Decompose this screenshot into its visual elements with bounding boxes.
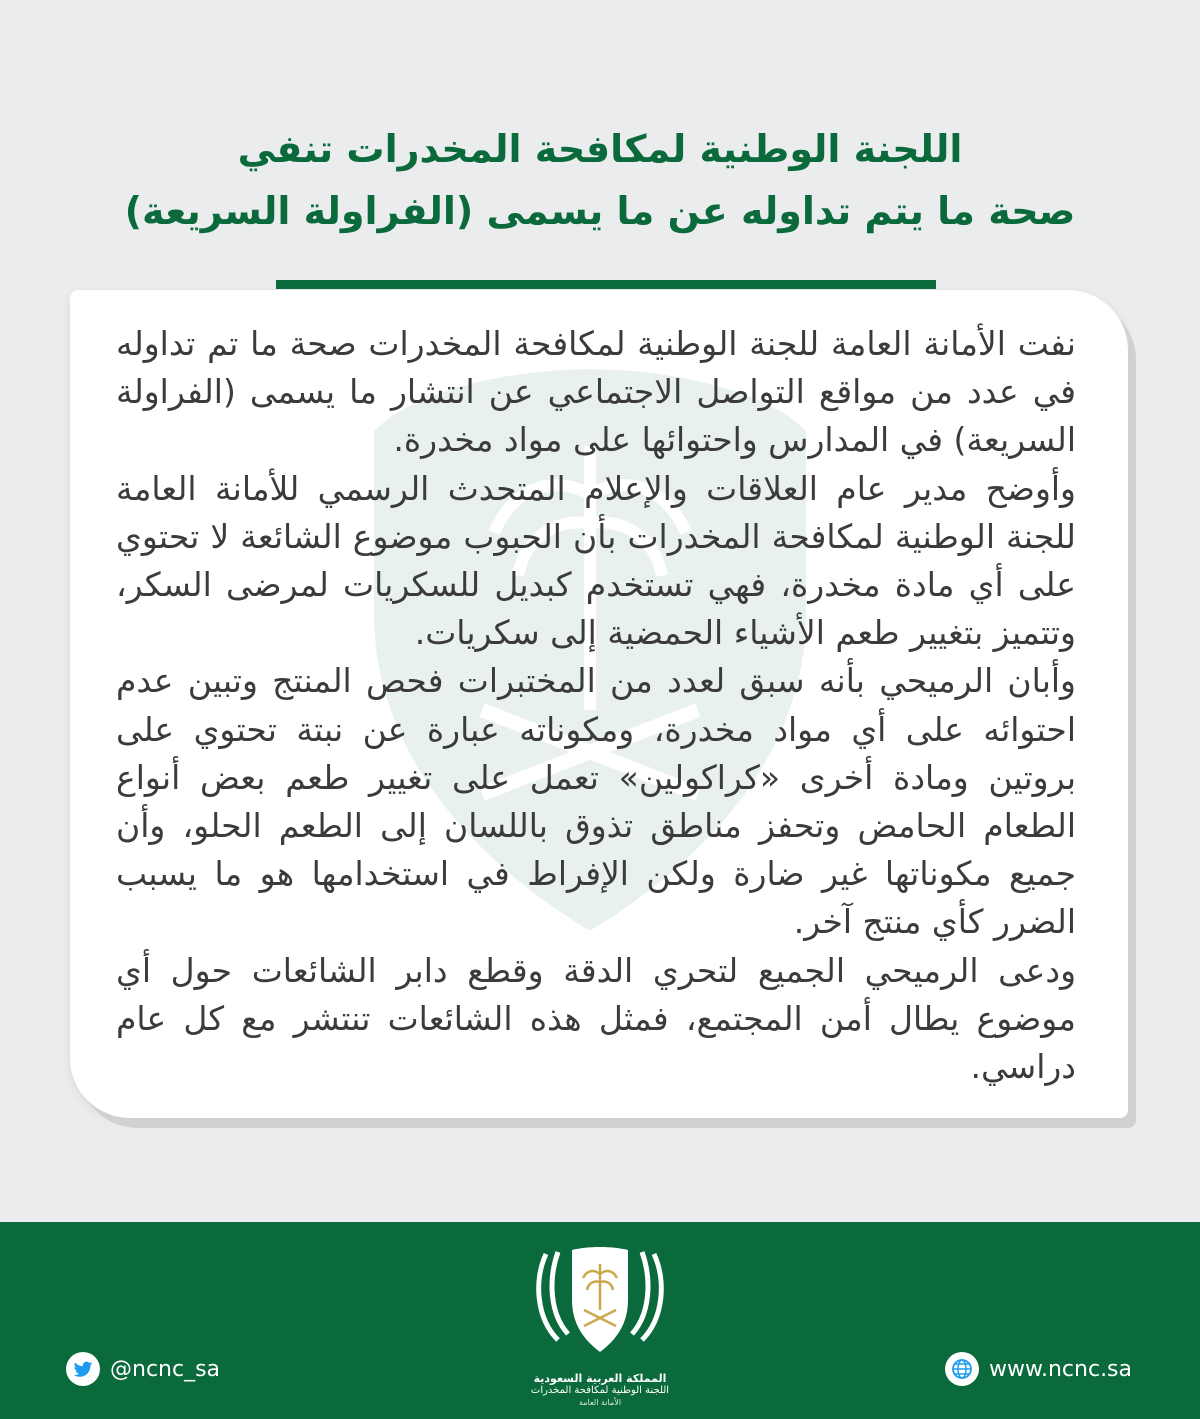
card-accent-bar	[276, 280, 936, 289]
paragraph-2: وأوضح مدير عام العلاقات والإعلام المتحدث الرسمي للأمانة العامة للجنة الوطنية لمكافحة المخدرات بأن الحبوب موضوع الشائعة لا تحتوي على أي مادة مخدرة، فهي تستخدم كبديل للسكريات لمرضى السكر، وتتميز بتغيير طعم الأشياء الحمضية إلى سكريات.	[116, 468, 1076, 653]
document-title	[120, 118, 1080, 242]
paragraph-4: ودعى الرميحي الجميع لتحري الدقة وقطع دابر الشائعات حول أي موضوع يطال أمن المجتمع، فمثل هذه الشائعات تنتشر مع كل عام دراسي.	[116, 950, 1076, 1087]
title-line-2: صحة ما يتم تداوله عن ما يسمى (الفراولة السريعة)	[124, 189, 1076, 233]
twitter-handle: @ncnc_sa	[110, 1356, 221, 1382]
paragraph-3: وأبان الرميحي بأنه سبق لعدد من المختبرات فحص المنتج وتبين عدم احتوائه على أي مواد مخدرة، ومكوناته عبارة عن نبتة تحتوي على بروتين ومادة أخرى «كراكولين» تعمل على تغيير طعم بعض أنواع الطعام الحامض وتحفز مناطق تذوق باللسان إلى الطعم الحلو، وأن جميع مكوناتها غير ضارة ولكن الإفراط في استخدامها هو ما يسبب الضرر كأي منتج آخر.	[116, 661, 1076, 942]
statement-body	[116, 320, 1076, 1091]
org-line-2: اللجنة الوطنية لمكافحة المخدرات	[530, 1385, 670, 1396]
website-link[interactable]	[945, 1352, 1132, 1386]
globe-icon	[945, 1352, 979, 1386]
twitter-icon	[66, 1352, 100, 1386]
title-line-1: اللجنة الوطنية لمكافحة المخدرات تنفي	[237, 127, 963, 171]
website-url: www.ncnc.sa	[989, 1356, 1132, 1382]
org-line-1: المملكة العربية السعودية	[533, 1372, 667, 1385]
paragraph-1: نفت الأمانة العامة للجنة الوطنية لمكافحة المخدرات صحة ما تم تداوله في عدد من مواقع التواصل الاجتماعي عن انتشار ما يسمى (الفراولة السريعة) في المدارس واحتوائها على مواد مخدرة.	[116, 324, 1076, 460]
org-line-3: الأمانة العامة	[578, 1398, 622, 1407]
organization-name	[480, 1373, 720, 1409]
ncnc-emblem-icon	[528, 1240, 672, 1368]
statement-card	[70, 290, 1128, 1118]
twitter-link[interactable]	[66, 1352, 220, 1386]
